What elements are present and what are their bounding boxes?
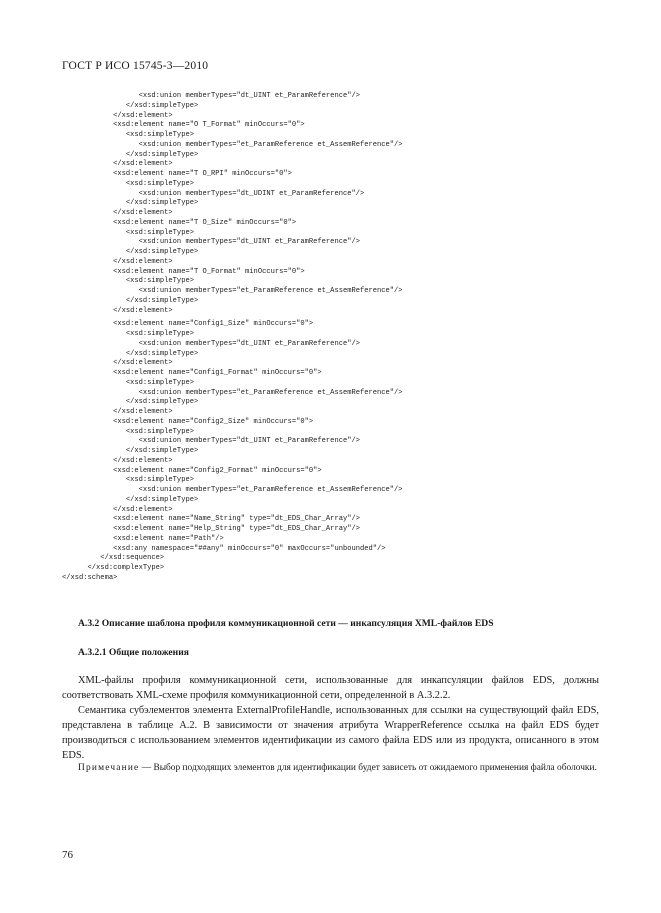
code-line: </xsd:element> — [62, 456, 173, 465]
code-line: <xsd:union memberTypes="dt_UDINT et_ParamReference"/> — [62, 189, 365, 198]
code-line: </xsd:simpleType> — [62, 199, 199, 208]
note-text: — Выбор подходящих элементов для идентификации будет зависеть от ожидаемого применения файла оболочки. — [139, 763, 597, 773]
code-line: <xsd:union memberTypes="et_ParamReference et_AssemReference"/> — [62, 388, 403, 397]
code-line: </xsd:element> — [62, 306, 173, 315]
note-label: Примечание — [78, 763, 140, 773]
code-line: <xsd:any namespace="##any" minOccurs="0" maxOccurs="unbounded"/> — [62, 544, 386, 553]
paragraph-xml-files: XML-файлы профиля коммуникационной сети, использованные для инкапсуляции файлов EDS, должны соответствовать XML-схеме профиля коммуникационной сети, определенной в А.3.2.2. — [62, 675, 599, 701]
code-line: <xsd:union memberTypes="dt_UINT et_ParamReference"/> — [62, 92, 360, 100]
xml-schema-code-listing — [62, 92, 403, 584]
code-line: </xsd:simpleType> — [62, 296, 199, 305]
code-line: </xsd:element> — [62, 359, 173, 368]
code-line: <xsd:element name="O T_Format" minOccurs="0"> — [62, 121, 305, 130]
code-line: <xsd:element name="Help_String" type="dt_EDS_Char_Array"/> — [62, 525, 360, 533]
code-line: <xsd:simpleType> — [62, 179, 194, 188]
code-line: <xsd:union memberTypes="et_ParamReference et_AssemReference"/> — [62, 287, 403, 295]
code-line: </xsd:element> — [62, 160, 173, 169]
code-line: <xsd:union memberTypes="et_ParamReference et_AssemReference"/> — [62, 486, 403, 494]
code-line: </xsd:simpleType> — [62, 150, 199, 159]
code-line: <xsd:element name="Config1_Format" minOccurs="0"> — [62, 369, 322, 377]
code-line: <xsd:simpleType> — [62, 476, 194, 485]
code-line: <xsd:simpleType> — [62, 131, 194, 139]
code-line: </xsd:simpleType> — [62, 495, 199, 504]
code-line: </xsd:simpleType> — [62, 101, 199, 110]
document-header: ГОСТ Р ИСО 15745-3—2010 — [62, 60, 209, 72]
code-line: </xsd:simpleType> — [62, 349, 199, 358]
code-line: </xsd:complexType> — [62, 564, 165, 572]
code-line: </xsd:simpleType> — [62, 248, 199, 256]
code-line: </xsd:element> — [62, 111, 173, 120]
code-line: <xsd:simpleType> — [62, 378, 194, 387]
subsection-heading: А.3.2.1 Общие положения — [78, 647, 189, 658]
code-line: <xsd:element name="T O_Format" minOccurs="0"> — [62, 267, 305, 276]
code-line: <xsd:element name="T O_RPI" minOccurs="0"> — [62, 170, 292, 178]
code-line: <xsd:element name="T O_Size" minOccurs="0"> — [62, 218, 297, 227]
code-line: </xsd:element> — [62, 209, 173, 217]
code-line: <xsd:element name="Config2_Format" minOccurs="0"> — [62, 466, 322, 475]
code-line: </xsd:schema> — [62, 573, 118, 582]
code-line: <xsd:simpleType> — [62, 277, 194, 286]
code-line: <xsd:union memberTypes="dt_UINT et_ParamReference"/> — [62, 339, 360, 348]
code-line: <xsd:union memberTypes="dt_UINT et_ParamReference"/> — [62, 437, 360, 446]
code-line: </xsd:simpleType> — [62, 447, 199, 455]
code-line: <xsd:union memberTypes="et_ParamReference et_AssemReference"/> — [62, 140, 403, 149]
paragraph-semantics: Семантика субэлементов элемента ExternalProfileHandle, использованных для ссылки на существующий файл EDS, представлена в таблице А.2. В зависимости от значения атрибута WrapperReference ссылка на файл EDS будет производиться с использованием элементов идентификации из самого файла EDS или из продукта, описанного в этом EDS. — [62, 705, 599, 761]
code-line: </xsd:sequence> — [62, 554, 165, 563]
code-line: <xsd:element name="Name_String" type="dt_EDS_Char_Array"/> — [62, 515, 360, 524]
code-line: <xsd:simpleType> — [62, 330, 194, 338]
code-line: <xsd:union memberTypes="dt_UINT et_ParamReference"/> — [62, 238, 360, 247]
code-line: </xsd:element> — [62, 408, 173, 416]
code-line: </xsd:element> — [62, 505, 173, 514]
section-heading: А.3.2 Описание шаблона профиля коммуникационной сети — инкапсуляция XML-файлов EDS — [78, 618, 494, 629]
note — [62, 761, 599, 776]
code-line: </xsd:simpleType> — [62, 398, 199, 407]
code-line: <xsd:simpleType> — [62, 427, 194, 436]
code-line: <xsd:element name="Config2_Size" minOccurs="0"> — [62, 417, 314, 426]
code-line: <xsd:element name="Path"/> — [62, 534, 224, 543]
code-line: <xsd:simpleType> — [62, 228, 194, 237]
code-line: <xsd:element name="Config1_Size" minOccurs="0"> — [62, 320, 314, 329]
code-line: </xsd:element> — [62, 257, 173, 266]
page-number: 76 — [62, 849, 73, 861]
